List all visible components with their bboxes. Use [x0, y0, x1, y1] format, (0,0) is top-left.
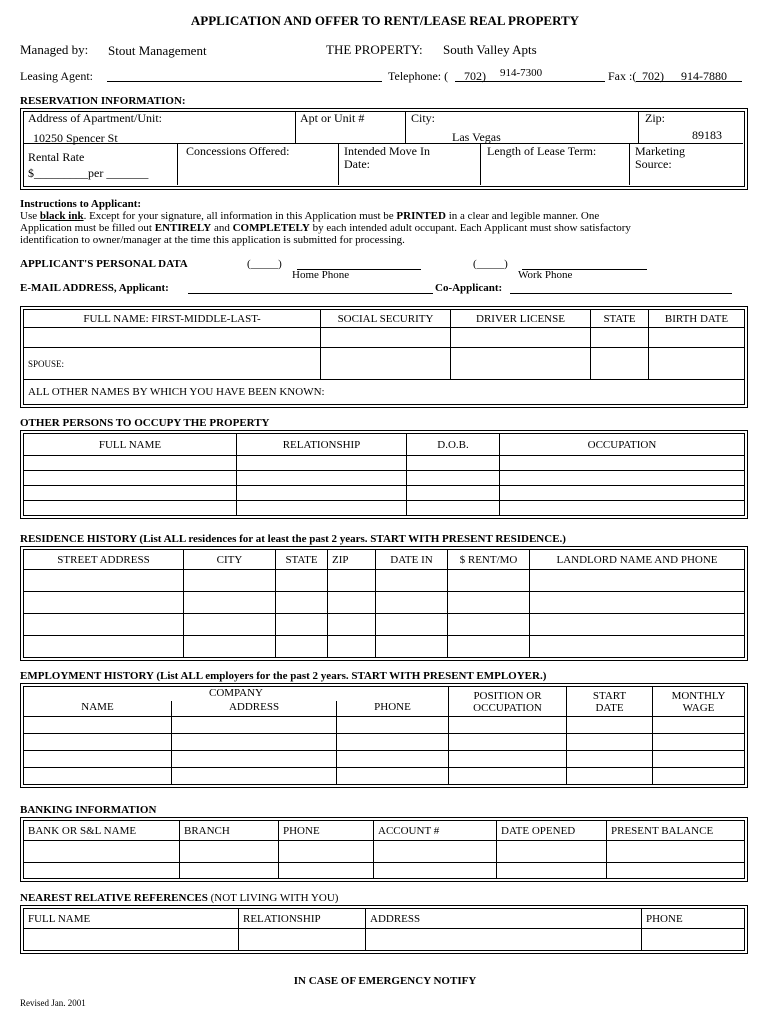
city-value[interactable]: Las Vegas: [452, 130, 501, 144]
residence-heading: RESIDENCE HISTORY (List ALL residences for at least the past 2 years. START WITH PRESENT RESIDENCE.): [20, 533, 566, 545]
home-phone-prefix: (_____): [247, 258, 282, 270]
col-company-phone: PHONE: [337, 701, 449, 717]
revised-date: Revised Jan. 2001: [20, 998, 86, 1008]
table-row: [24, 734, 745, 751]
residence-table: [23, 549, 745, 658]
table-row: [24, 570, 745, 592]
table-row: [24, 929, 745, 951]
col-relative-name: FULL NAME: [24, 909, 239, 929]
spouse-ssn-cell[interactable]: [321, 348, 451, 380]
col-rent: $ RENT/MO: [448, 550, 530, 570]
telephone-number[interactable]: 914-7300: [500, 67, 543, 79]
spouse-name-cell[interactable]: SPOUSE:: [24, 348, 321, 380]
personal-data-heading: APPLICANT'S PERSONAL DATA: [20, 258, 188, 270]
concessions-label: Concessions Offered:: [186, 144, 290, 158]
table-row: [24, 486, 745, 501]
col-city: CITY: [184, 550, 276, 570]
table-row: [24, 751, 745, 768]
co-applicant-label: Co-Applicant:: [435, 282, 503, 294]
spouse-state-cell[interactable]: [591, 348, 649, 380]
managed-by-label: Managed by:: [20, 42, 89, 57]
table-row: [24, 592, 745, 614]
col-start-date: START DATE: [567, 687, 653, 717]
col-relative-relationship: RELATIONSHIP: [239, 909, 366, 929]
zip-label: Zip:: [645, 111, 665, 125]
fax-label: Fax :(: [608, 69, 637, 83]
managed-by-value[interactable]: Stout Management: [108, 43, 207, 58]
col-zip: ZIP: [328, 550, 376, 570]
relatives-heading: NEAREST RELATIVE REFERENCES (NOT LIVING WITH YOU): [20, 892, 339, 904]
col-driver-license: DRIVER LICENSE: [451, 310, 591, 328]
email-field[interactable]: [188, 293, 433, 294]
col-bank-name: BANK OR S&L NAME: [24, 821, 180, 841]
relatives-table: [23, 908, 745, 951]
occupants-heading: OTHER PERSONS TO OCCUPY THE PROPERTY: [20, 417, 270, 429]
telephone-area[interactable]: 702): [464, 69, 486, 83]
city-label: City:: [411, 111, 436, 125]
table-row: [24, 863, 745, 879]
marketing-label: Marketing: [635, 144, 685, 158]
zip-value[interactable]: 89183: [692, 128, 722, 142]
col-landlord: LANDLORD NAME AND PHONE: [530, 550, 745, 570]
instructions-line-3: identification to owner/manager at the time this application is submitted for processing.: [20, 234, 405, 246]
telephone-field[interactable]: [455, 81, 605, 82]
form-title: APPLICATION AND OFFER TO RENT/LEASE REAL PROPERTY: [190, 13, 580, 28]
table-row: [24, 456, 745, 471]
instructions-line-1: Use black ink. Except for your signature, all information in this Application must be PRINTED in a clear and legible manner. One: [20, 210, 600, 222]
personal-data-table: [23, 309, 745, 405]
co-applicant-field[interactable]: [510, 293, 732, 294]
col-occupant-name: FULL NAME: [24, 434, 237, 456]
reservation-heading: RESERVATION INFORMATION:: [20, 95, 186, 107]
applicant-name-cell[interactable]: [24, 328, 321, 348]
instructions-line-2: Application must be filled out ENTIRELY and COMPLETELY by each intended adult occupant. Each Applicant must show satisfactory: [20, 222, 631, 234]
rental-rate-field[interactable]: $_________per _______: [28, 166, 149, 180]
col-occupant-occupation: OCCUPATION: [500, 434, 745, 456]
telephone-label: Telephone: (: [388, 69, 449, 83]
col-relative-phone: PHONE: [642, 909, 745, 929]
table-row: [24, 717, 745, 734]
col-date-in: DATE IN: [376, 550, 448, 570]
col-company-name: NAME: [24, 701, 172, 717]
banking-heading: BANKING INFORMATION: [20, 804, 157, 816]
property-label: THE PROPERTY:: [326, 42, 423, 57]
col-account: ACCOUNT #: [374, 821, 497, 841]
col-bank-phone: PHONE: [279, 821, 374, 841]
col-company-address: ADDRESS: [172, 701, 337, 717]
col-present-balance: PRESENT BALANCE: [607, 821, 745, 841]
property-value[interactable]: South Valley Apts: [443, 42, 537, 57]
address-value[interactable]: 10250 Spencer St: [33, 131, 118, 145]
banking-table: [23, 820, 745, 879]
table-row: [24, 841, 745, 863]
col-occupant-dob: D.O.B.: [407, 434, 500, 456]
col-res-state: STATE: [276, 550, 328, 570]
leasing-agent-label: Leasing Agent:: [20, 69, 93, 83]
col-branch: BRANCH: [180, 821, 279, 841]
col-full-name: FULL NAME: FIRST-MIDDLE-LAST-: [24, 310, 321, 328]
fax-field[interactable]: [636, 81, 742, 82]
table-row: [24, 471, 745, 486]
occupants-table: [23, 433, 745, 516]
leasing-agent-field[interactable]: [107, 81, 382, 82]
col-date-opened: DATE OPENED: [497, 821, 607, 841]
table-row: [24, 614, 745, 636]
apt-label: Apt or Unit #: [300, 111, 365, 125]
fax-area[interactable]: 702): [642, 69, 664, 83]
col-street-address: STREET ADDRESS: [24, 550, 184, 570]
col-relative-address: ADDRESS: [366, 909, 642, 929]
email-label: E-MAIL ADDRESS, Applicant:: [20, 282, 169, 294]
move-in-label-2: Date:: [344, 157, 370, 171]
col-state: STATE: [591, 310, 649, 328]
col-birth-date: BIRTH DATE: [649, 310, 745, 328]
table-row: [24, 768, 745, 785]
spouse-birth-cell[interactable]: [649, 348, 745, 380]
col-company: COMPANY: [24, 687, 449, 701]
col-position: POSITION OR OCCUPATION: [449, 687, 567, 717]
applicant-state-cell[interactable]: [591, 328, 649, 348]
emergency-heading: IN CASE OF EMERGENCY NOTIFY: [293, 975, 477, 987]
employment-heading: EMPLOYMENT HISTORY (List ALL employers for the past 2 years. START WITH PRESENT EMPLOYER.): [20, 670, 547, 682]
spouse-license-cell[interactable]: [451, 348, 591, 380]
move-in-label: Intended Move In: [344, 144, 430, 158]
work-phone-label: Work Phone: [518, 269, 573, 281]
applicant-birth-cell[interactable]: [649, 328, 745, 348]
col-monthly-wage: MONTHLY WAGE: [653, 687, 745, 717]
rental-rate-label: Rental Rate: [28, 150, 85, 164]
lease-term-label: Length of Lease Term:: [487, 144, 597, 158]
home-phone-label: Home Phone: [292, 269, 350, 281]
instructions-heading: Instructions to Applicant:: [20, 198, 142, 210]
work-phone-prefix: (_____): [473, 258, 508, 270]
applicant-license-cell[interactable]: [451, 328, 591, 348]
other-names-cell[interactable]: ALL OTHER NAMES BY WHICH YOU HAVE BEEN KNOWN:: [24, 380, 745, 405]
marketing-label-2: Source:: [635, 157, 672, 171]
employment-table: [23, 686, 745, 785]
col-social-security: SOCIAL SECURITY: [321, 310, 451, 328]
applicant-ssn-cell[interactable]: [321, 328, 451, 348]
table-row: [24, 636, 745, 658]
fax-number[interactable]: 914-7880: [681, 69, 727, 83]
col-occupant-relationship: RELATIONSHIP: [237, 434, 407, 456]
address-label: Address of Apartment/Unit:: [28, 111, 162, 125]
table-row: [24, 501, 745, 516]
